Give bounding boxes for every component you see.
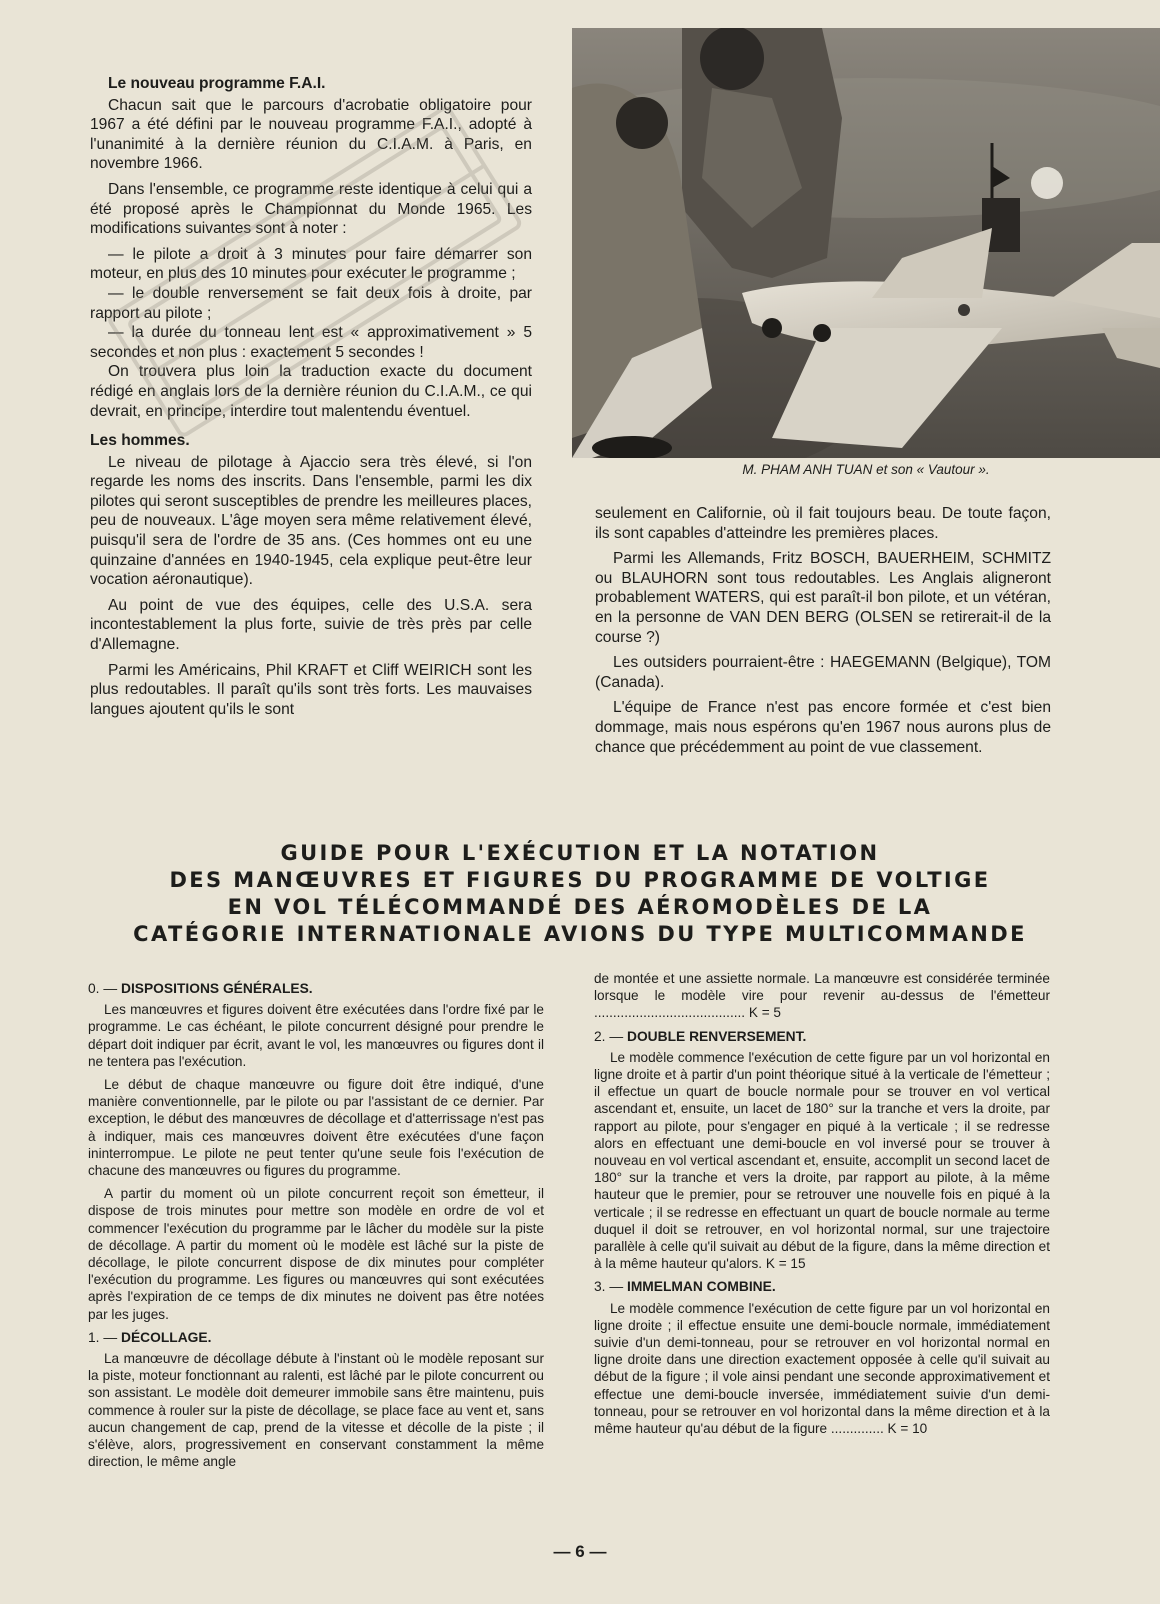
right-top-column: [595, 504, 1051, 763]
section-3-title: IMMELMAN COMBINE.: [626, 1279, 776, 1295]
section-1-heading: [88, 1329, 544, 1346]
headline-line-3: EN VOL TÉLÉCOMMANDÉ DES AÉROMODÈLES DE LA: [227, 895, 933, 919]
section-3-number: 3. —: [594, 1279, 624, 1295]
section-0-paragraph-1: Les manœuvres et figures doivent être exécutées dans l'ordre fixé par le programme. Le cas échéant, le pilote concurrent désigné pour prendre le départ doit indiquer par écrit, avant le vol, les manœuvres ou figures dont il ne tentera pas l'exécution.: [88, 1002, 544, 1069]
hommes-paragraph-1: Le niveau de pilotage à Ajaccio sera très élevé, si l'on regarde les noms des inscrits. Dans l'ensemble, parmi les dix pilotes qui seront susceptibles de prendre les meilleures places, peu de nouveaux. L'âge moyen sera même relativement élevé, puisqu'il sera de l'ordre de 35 ans. (Ces hommes ont eu une quinzaine d'années en 1940-1945, cela explique peut-être leur vocation aéronautique).: [90, 453, 532, 589]
section-1-continuation: de montée et une assiette normale. La manœuvre est considérée terminée lorsque le modèle vire pour revenir au-dessus de l'émetteur ........................................ K = 5: [594, 971, 1050, 1021]
intro-list-item-1: — le pilote a droit à 3 minutes pour faire démarrer son moteur, en plus des 10 minutes pour exécuter le programme ;: [90, 245, 532, 283]
section-1-paragraph-1: La manœuvre de décollage débute à l'instant où le modèle reposant sur la piste, moteur fonctionnant au ralenti, est lâché par le pilote concurrent ou son assistant. Le modèle doit demeurer immobile sans être maintenu, puis commence à rouler sur la piste de décollage, se place face au vent et, sans aucun changement de cap, prend de la vitesse et décolle de la piste ; il s'élève, alors, progressivement en conservant constamment la même direction, le même angle: [88, 1351, 544, 1470]
section-3-heading: [594, 1278, 1050, 1295]
right-paragraph-2: Parmi les Allemands, Fritz BOSCH, BAUERHEIM, SCHMITZ ou BLAUHORN sont tous redoutables. Les Anglais aligneront probablement WATERS, qui est paraît-il bon pilote, et un vétéran, en la personne de VAN DEN BERG (OLSEN se retirerait-il de la course ?): [595, 550, 1051, 646]
section-heading-hommes: Les hommes.: [90, 432, 190, 450]
intro-paragraph-2: Dans l'ensemble, ce programme reste identique à celui qui a été proposé après le Championnat du Monde 1965. Les modifications suivantes sont à noter :: [90, 180, 532, 238]
section-0-number: 0. —: [88, 981, 118, 996]
section-2-number: 2. —: [594, 1028, 624, 1044]
section-1-number: 1. —: [88, 1329, 118, 1345]
section-2-paragraph-1: Le modèle commence l'exécution de cette figure par un vol horizontal en ligne droite et à partir d'un point théorique situé à la verticale de l'émetteur ; il effectue un quart de boucle normale pour se trouver en vol vertical ascendant et, ensuite, un lacet de 180° sur la tranche et vers la droite, par rapport au pilote, pour s'engager en piqué à la verticale ; il se redresse alors en effectuant une demi-boucle en vol inversé pour se trouver à nouveau en vol vertical ascendant et, ensuite, accomplit un second lacet de 180° sur la tranche et vers la droite, par rapport au pilote, à la même hauteur que le premier, pour se retrouver une nouvelle fois en piqué à la verticale ; il se redresse en effectuant un quart de boucle normale au terme duquel il doit se retrouver, en vol horizontal normal, sur une trajectoire parallèle à celle qu'il suivait au début de la figure, dans la même direction et à la même hauteur qu'alors. K = 15: [594, 1049, 1050, 1272]
intro-list-item-3: — la durée du tonneau lent est « approximativement » 5 secondes et non plus : exactement 5 secondes !: [90, 324, 532, 361]
section-heading-fai: Le nouveau programme F.A.I.: [108, 75, 326, 92]
section-2-title: DOUBLE RENVERSEMENT.: [626, 1028, 807, 1044]
hommes-paragraph-3: Parmi les Américains, Phil KRAFT et Cliff WEIRICH sont les plus redoutables. Il paraît qu'ils sont très forts. Les mauvaises langues ajoutent qu'ils le sont: [90, 661, 532, 718]
photo-illustration: [572, 28, 1160, 458]
section-0-heading: [88, 980, 544, 997]
section-0-paragraph-2: Le début de chaque manœuvre ou figure doit être indiqué, d'une manière conventionnelle, par le pilote ou par l'assistant de ce dernier. Par exception, le début des manœuvres de décollage et d'atterrissage n'est pas à indiquer, mais ces manœuvres doivent être exécutées d'une façon ininterrompue. Le pilote ne peut tenter qu'une seule fois l'exécution de chacune des manœuvres ou figures du programme.: [88, 1077, 544, 1179]
photo-caption: M. PHAM ANH TUAN et son « Vautour ».: [742, 462, 990, 477]
section-1-title: DÉCOLLAGE.: [120, 1329, 212, 1345]
guide-left-column: [88, 976, 544, 1476]
intro-list-item-2: — le double renversement se fait deux fois à droite, par rapport au pilote ;: [90, 284, 532, 322]
right-paragraph-3: Les outsiders pourraient-être : HAEGEMANN (Belgique), TOM (Canada).: [595, 654, 1051, 691]
guide-headline: [80, 840, 1080, 948]
right-paragraph-4: L'équipe de France n'est pas encore formée et c'est bien dommage, mais nous espérons qu'en 1967 nous aurons plus de chance que précédemment au point de vue classement.: [595, 699, 1051, 756]
hommes-paragraph-2: Au point de vue des équipes, celle des U.S.A. sera incontestablement la plus forte, suivie de très près par celle d'Allemagne.: [90, 596, 532, 654]
headline-line-1: GUIDE POUR L'EXÉCUTION ET LA NOTATION: [280, 841, 880, 865]
section-3-paragraph-1: Le modèle commence l'exécution de cette figure par un vol horizontal en ligne droite ; il effectue ensuite une demi-boucle normale, immédiatement suivie d'un demi-tonneau, pour se retrouver en vol horizontal normal en ligne droite dans une direction exactement opposée à celle qu'il suivait au début de la figure ; il vole ainsi pendant une seconde approximativement et effectue une demi-boucle inversée, immédiatement suivie d'un demi-tonneau, pour se retrouver en vol horizontal dans la même direction et à la même hauteur qu'au début de la figure .............. K = 10: [594, 1300, 1050, 1437]
guide-right-column: [594, 970, 1050, 1443]
headline-line-2: DES MANŒUVRES ET FIGURES DU PROGRAMME DE VOLTIGE: [169, 868, 991, 892]
section-0-title: DISPOSITIONS GÉNÉRALES.: [120, 981, 313, 996]
section-0-paragraph-3: A partir du moment où un pilote concurrent reçoit son émetteur, il dispose de trois minutes pour mettre son modèle en ordre de vol et commencer l'exécution du programme par le lâcher du modèle sur la piste de décollage. A partir du moment où le modèle est lâché sur la piste de décollage, le pilote concurrent dispose de dix minutes pour compléter l'exécution du programme. Les figures ou manœuvres qui sont exécutées après l'expiration de ce temps de dix minutes ne doivent pas être notées par les juges.: [88, 1186, 544, 1322]
section-2-heading: [594, 1028, 1050, 1045]
page-number: — 6 —: [553, 1542, 607, 1561]
photo-pilot-with-model-plane: [572, 28, 1160, 458]
intro-paragraph-1: Chacun sait que le parcours d'acrobatie obligatoire pour 1967 a été défini par le nouveau programme F.A.I., adopté à l'unanimité à la dernière réunion du C.I.A.M. à Paris, en novembre 1966.: [90, 96, 532, 173]
right-paragraph-1: seulement en Californie, où il fait toujours beau. De toute façon, ils sont capables d'atteindre les premières places.: [595, 505, 1051, 542]
intro-paragraph-3: On trouvera plus loin la traduction exacte du document rédigé en anglais lors de la dernière réunion du C.I.A.M., ce qui devrait, en principe, interdire tout malentendu éventuel.: [90, 363, 532, 420]
headline-line-4: CATÉGORIE INTERNATIONALE AVIONS DU TYPE MULTICOMMANDE: [133, 922, 1027, 946]
intro-column: [90, 74, 532, 725]
